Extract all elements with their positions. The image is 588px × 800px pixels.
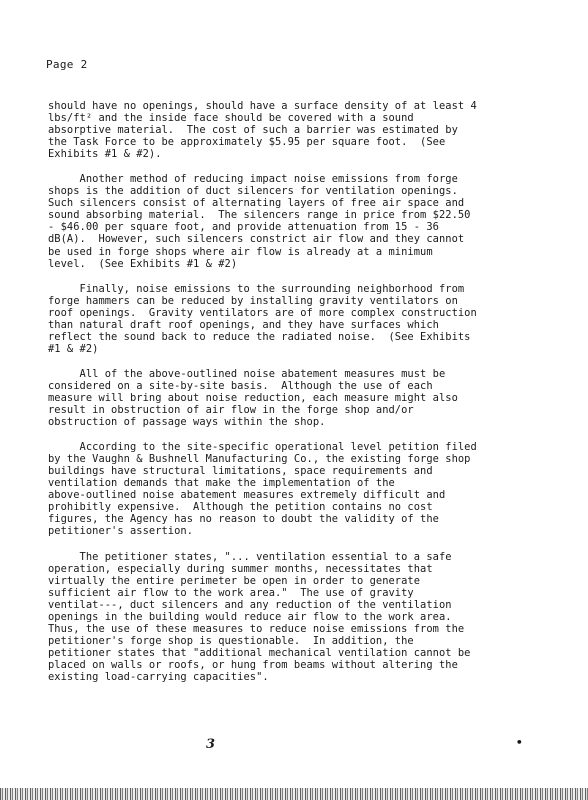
- document-body: [48, 100, 558, 696]
- paragraph-site-by-site: All of the above-outlined noise abatement measures must be considered on a site-by-site basis. Although the use of each measure will bring about noise reduction, each measure might also result in obstruction of air flow in the forge shop and/or obstruction of passage ways within the shop.: [48, 367, 458, 429]
- paragraph-barrier-cost: should have no openings, should have a surface density of at least 4 lbs/ft² and the inside face should be covered with a sound absorptive material. The cost of such a barrier was estimated by the Task Force to be approximately $5.95 per square foot. (See Exhibits #1 & #2).: [48, 100, 477, 161]
- scan-edge-noise: [0, 788, 588, 800]
- page-number-label: Page 2: [46, 58, 88, 71]
- corner-mark: •: [516, 736, 523, 749]
- paragraph-petition: According to the site-specific operational level petition filed by the Vaughn & Bushnell Manufacturing Co., the existing forge shop buildings have structural limitations, space requirements and ventilation demands that make the implementation of the above-outlined noise abatement measures extremely difficult and prohibitly expensive. Although the petition contains no cost figures, the Agency has no reason to doubt the validity of the petitioner's assertion.: [48, 441, 477, 538]
- paragraph-gravity-ventilators: Finally, noise emissions to the surrounding neighborhood from forge hammers can be reduced by installing gravity ventilators on roof openings. Gravity ventilators are of more complex construction than natural draft roof openings, and they have surfaces which reflect the sound back to reduce the radiated noise. (See Exhibits #1 & #2): [48, 282, 477, 355]
- paragraph-petitioner-statement: The petitioner states, "... ventilation essential to a safe operation, especially during summer months, necessitates that virtually the entire perimeter be open in order to generate sufficient air flow to the work area." The use of gravity ventilat---, duct silencers and any reduction of the ventilation openings in the building would reduce air flow to the work area. Thus, the use of these measures to reduce noise emissions from the petitioner's forge shop is questionable. In addition, the petitioner states that "additional mechanical ventilation cannot be placed on walls or roofs, or hung from beams without altering the existing load-carrying capacities".: [48, 550, 471, 683]
- handwritten-page-mark: 3: [206, 737, 216, 752]
- paragraph-duct-silencers: Another method of reducing impact noise emissions from forge shops is the addition of duct silencers for ventilation openings. Such silencers consist of alternating layers of free air space and sound absorbing material. The silencers range in price from $22.50 - $46.00 per square foot, and provide attenuation from 15 - 36 dB(A). However, such silencers constrict air flow and they cannot be used in forge shops where air flow is already at a minimum level. (See Exhibits #1 & #2): [48, 173, 471, 270]
